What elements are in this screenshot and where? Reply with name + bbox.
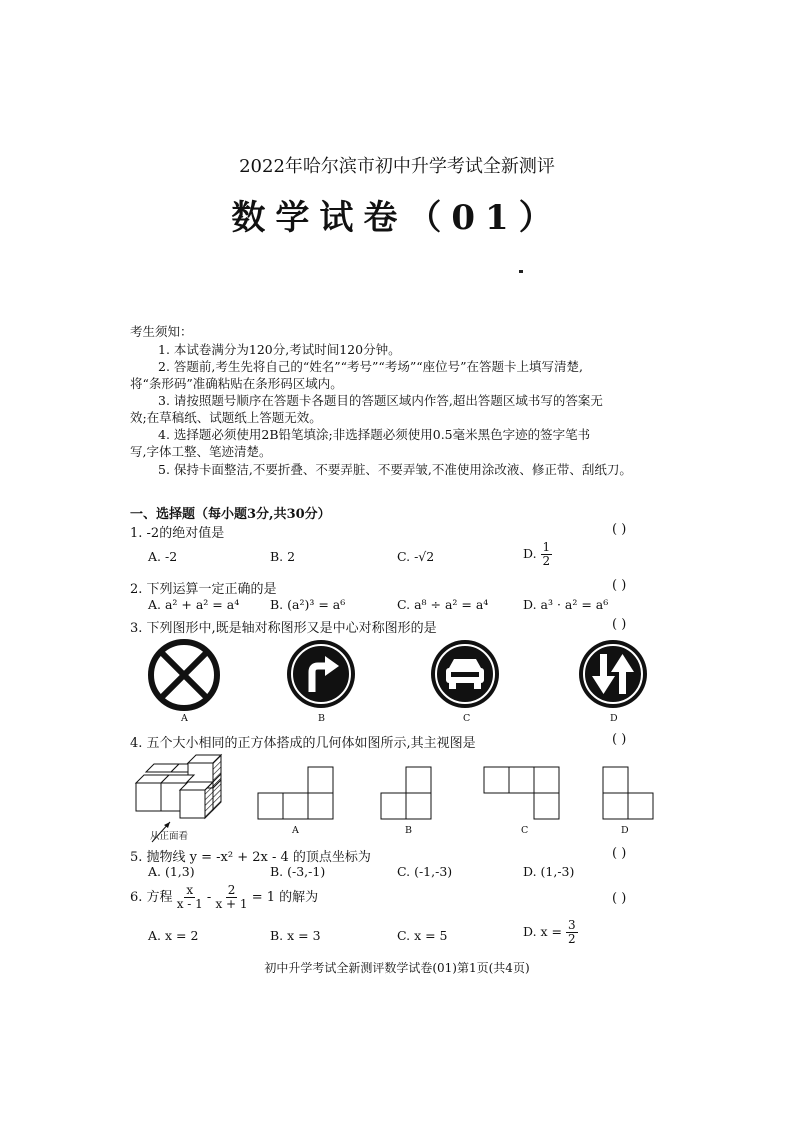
q6-d-denominator: 2 bbox=[568, 932, 576, 946]
notice-item: 1. 本试卷满分为120分,考试时间120分钟。 bbox=[158, 342, 401, 357]
q3-label-a: A bbox=[181, 713, 188, 724]
exam-title: 数学试卷（01） bbox=[231, 198, 563, 238]
notice-item-cont: 将“条形码”准确粘贴在条形码区域内。 bbox=[130, 376, 343, 391]
q6-f1-numerator: x bbox=[186, 883, 194, 897]
q2-option-d: D. a³ · a² = a⁶ bbox=[523, 597, 609, 612]
answer-paren: ( ) bbox=[612, 891, 627, 906]
answer-paren: ( ) bbox=[612, 578, 627, 593]
question-2-stem: 2. 下列运算一定正确的是 bbox=[130, 582, 277, 597]
q6-option-d bbox=[523, 919, 578, 946]
notice-item: 5. 保持卡面整洁,不要折叠、不要弄脏、不要弄皱,不准使用涂改液、修正带、刮纸刀。 bbox=[158, 462, 632, 477]
q6-option-b: B. x = 3 bbox=[270, 928, 321, 943]
q5-option-b: B. (-3,-1) bbox=[270, 864, 326, 879]
q6-fraction-1 bbox=[177, 884, 203, 911]
q6-option-c: C. x = 5 bbox=[397, 928, 448, 943]
car-sign-icon bbox=[429, 638, 501, 710]
notice-item-cont: 写,字体工整、笔迹清楚。 bbox=[130, 444, 272, 459]
q5-option-d: D. (1,-3) bbox=[523, 864, 575, 879]
q4-label-c: C bbox=[521, 825, 529, 836]
ink-dot bbox=[519, 270, 523, 273]
q6-option-a: A. x = 2 bbox=[148, 928, 199, 943]
q1-d-denominator: 2 bbox=[542, 554, 551, 568]
answer-paren: ( ) bbox=[612, 846, 627, 861]
q1-option-b: B. 2 bbox=[270, 549, 296, 564]
page-footer: 初中升学考试全新测评数学试卷(01)第1页(共4页) bbox=[264, 961, 530, 975]
q2-option-a: A. a² + a² = a⁴ bbox=[148, 597, 240, 612]
q6-stem-suffix: = 1 的解为 bbox=[251, 890, 319, 905]
question-3-stem: 3. 下列图形中,既是轴对称图形又是中心对称图形的是 bbox=[130, 621, 437, 636]
answer-paren: ( ) bbox=[612, 617, 627, 632]
question-4-stem: 4. 五个大小相同的正方体搭成的几何体如图所示,其主视图是 bbox=[130, 736, 476, 751]
q2-option-b: B. (a²)³ = a⁶ bbox=[270, 597, 346, 612]
q4-view-d bbox=[602, 765, 658, 821]
no-stopping-sign-icon bbox=[147, 638, 221, 712]
notice-heading: 考生须知： bbox=[130, 324, 193, 339]
view-direction-label: 从正面看 bbox=[150, 831, 189, 842]
q3-label-c: C bbox=[463, 713, 471, 724]
exam-subtitle: 2022年哈尔滨市初中升学考试全新测评 bbox=[239, 156, 555, 177]
q4-label-a: A bbox=[292, 825, 299, 836]
q5-option-c: C. (-1,-3) bbox=[397, 864, 453, 879]
answer-paren: ( ) bbox=[612, 522, 627, 537]
q1-option-c: C. -√2 bbox=[397, 549, 435, 564]
q1-option-a: A. -2 bbox=[148, 549, 178, 564]
q6-d-numerator: 3 bbox=[568, 918, 576, 932]
answer-paren: ( ) bbox=[612, 732, 627, 747]
notice-item: 4. 选择题必须使用2B铅笔填涂;非选择题必须使用0.5毫米黑色字迹的签字笔书 bbox=[158, 427, 591, 442]
q6-d-fraction bbox=[566, 919, 578, 946]
q4-view-c bbox=[483, 765, 563, 821]
question-1-stem: 1. -2的绝对值是 bbox=[130, 526, 225, 541]
q1-d-prefix: D. bbox=[523, 546, 537, 561]
q4-view-a bbox=[257, 765, 337, 821]
q2-option-c: C. a⁸ ÷ a² = a⁴ bbox=[397, 597, 489, 612]
q5-option-a: A. (1,3) bbox=[148, 864, 195, 879]
question-5-stem: 5. 抛物线 y = -x² + 2x - 4 的顶点坐标为 bbox=[130, 850, 371, 865]
q6-f2-numerator: 2 bbox=[227, 883, 236, 897]
notice-item-cont: 效;在草稿纸、试题纸上答题无效。 bbox=[130, 410, 322, 425]
q4-label-d: D bbox=[621, 825, 629, 836]
q6-stem-prefix: 6. 方程 bbox=[130, 890, 173, 905]
q1-d-fraction bbox=[541, 541, 553, 568]
two-way-arrows-sign-icon bbox=[577, 638, 649, 710]
question-6-stem bbox=[130, 884, 318, 911]
q3-label-d: D bbox=[610, 713, 618, 724]
right-turn-sign-icon bbox=[285, 638, 357, 710]
notice-item: 3. 请按照题号顺序在答题卡各题目的答题区域内作答,超出答题区域书写的答案无 bbox=[158, 393, 603, 408]
q1-option-d bbox=[523, 541, 552, 568]
q6-f2-denominator: x + 1 bbox=[215, 897, 248, 911]
notice-item: 2. 答题前,考生先将自己的“姓名”“考号”“考场”“座位号”在答题卡上填写清楚, bbox=[158, 359, 583, 374]
q1-d-numerator: 1 bbox=[542, 540, 551, 554]
section-heading: 一、选择题（每小题3分,共30分） bbox=[130, 507, 331, 522]
q6-f1-denominator: x - 1 bbox=[176, 897, 203, 911]
q6-fraction-2 bbox=[215, 884, 247, 911]
q6-minus: - bbox=[206, 890, 212, 905]
q4-view-b bbox=[380, 765, 436, 821]
q6-d-prefix: D. x = bbox=[523, 924, 563, 939]
q4-label-b: B bbox=[405, 825, 412, 836]
q3-label-b: B bbox=[318, 713, 325, 724]
